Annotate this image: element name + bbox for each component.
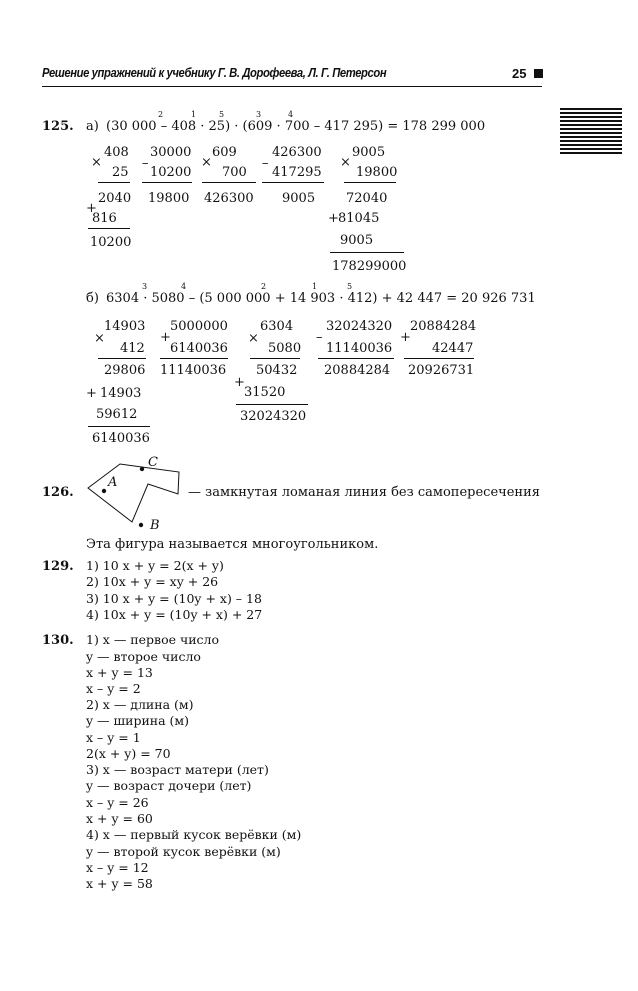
part-b-expression: 6304 · 5080 – (5 000 000 + 14 903 · 412) + 42 447 = 20 926 731 <box>106 291 536 306</box>
plus-sign: + <box>86 201 97 216</box>
header-square-mark <box>534 69 543 78</box>
problem-130-number: 130. <box>42 633 74 648</box>
polygon-figure <box>80 452 190 534</box>
calc-value: 29806 <box>104 363 146 378</box>
calc-value: 19800 <box>148 191 190 206</box>
calc-rule <box>262 182 324 183</box>
calc-rule <box>318 358 394 359</box>
calc-rule <box>88 426 150 427</box>
calc-value: 9005 <box>282 191 316 206</box>
calc-rule <box>98 358 146 359</box>
calc-value: 31520 <box>244 385 286 400</box>
calc-rule <box>202 182 256 183</box>
point-a <box>102 489 106 493</box>
calc-value: 609 <box>212 145 237 160</box>
calc-rule <box>236 404 308 405</box>
solution-line: x + y = 60 <box>86 811 153 826</box>
order-mark: 2 <box>158 110 164 119</box>
calc-value: 6304 <box>260 319 294 334</box>
solution-line: 4) x — первый кусок верёвки (м) <box>86 827 302 842</box>
plus-sign: + <box>328 211 339 226</box>
point-c <box>140 467 144 471</box>
minus-sign: – <box>262 156 269 171</box>
calc-rule <box>98 182 130 183</box>
order-mark: 5 <box>347 282 353 291</box>
calc-value: 6140036 <box>170 341 228 356</box>
calc-value: 10200 <box>150 165 192 180</box>
calc-value: 72040 <box>346 191 388 206</box>
equation-line: 3) 10 x + y = (10y + x) – 18 <box>86 591 262 606</box>
calc-value: 50432 <box>256 363 298 378</box>
calc-value: 408 <box>104 145 129 160</box>
label-b: B <box>150 518 160 533</box>
solution-line: x + y = 58 <box>86 876 153 891</box>
solution-line: y — ширина (м) <box>86 713 190 728</box>
calc-value: 9005 <box>352 145 386 160</box>
plus-sign: + <box>160 330 171 345</box>
calc-value: 30000 <box>150 145 192 160</box>
calc-value: 19800 <box>356 165 398 180</box>
calc-value: 5080 <box>268 341 302 356</box>
problem-126-number: 126. <box>42 485 74 500</box>
order-mark: 1 <box>191 110 197 119</box>
solution-line: x – y = 1 <box>86 730 141 745</box>
times-sign: × <box>340 155 351 170</box>
calc-value: 11140036 <box>160 363 227 378</box>
minus-sign: – <box>142 156 149 171</box>
closed-polyline <box>88 464 179 522</box>
times-sign: × <box>201 155 212 170</box>
header-rule <box>42 86 542 87</box>
part-a-label: а) <box>86 119 99 134</box>
calc-value: 412 <box>120 341 145 356</box>
order-mark: 5 <box>219 110 225 119</box>
calc-result: 32024320 <box>240 409 307 424</box>
times-sign: × <box>248 331 259 346</box>
plus-sign: + <box>400 330 411 345</box>
calc-value: 9005 <box>340 233 374 248</box>
calc-value: 25 <box>112 165 129 180</box>
calc-value: 2040 <box>98 191 132 206</box>
order-mark: 1 <box>312 282 318 291</box>
solution-line: x – y = 12 <box>86 860 149 875</box>
solution-line: 2(x + y) = 70 <box>86 746 171 761</box>
label-a: A <box>108 475 118 490</box>
calc-rule <box>330 252 404 253</box>
solution-line: 2) x — длина (м) <box>86 697 194 712</box>
solution-line: 1) x — первое число <box>86 632 220 647</box>
calc-value: 14903 <box>100 386 142 401</box>
equation-line: 1) 10 x + y = 2(x + y) <box>86 558 224 573</box>
part-b-label: б) <box>86 291 99 306</box>
calc-value: 20884284 <box>324 363 391 378</box>
calc-value: 10200 <box>90 235 132 250</box>
calc-value: 14903 <box>104 319 146 334</box>
order-mark: 3 <box>142 282 148 291</box>
calc-value: 816 <box>92 211 117 226</box>
problem-125-number: 125. <box>42 119 74 134</box>
problem-126-description: — замкнутая ломаная линия без самопересечения <box>188 485 540 500</box>
solution-line: x – y = 2 <box>86 681 141 696</box>
calc-result: 6140036 <box>92 431 150 446</box>
calc-rule <box>142 182 192 183</box>
solution-line: y — второй кусок верёвки (м) <box>86 844 281 859</box>
calc-result: 20926731 <box>408 363 475 378</box>
calc-value: 20884284 <box>410 319 477 334</box>
page-number: 25 <box>512 66 527 81</box>
calc-rule <box>250 358 300 359</box>
label-c: C <box>148 455 158 470</box>
point-b <box>139 523 143 527</box>
times-sign: × <box>94 331 105 346</box>
calc-value: 426300 <box>272 145 322 160</box>
running-header-title: Решение упражнений к учебнику Г. В. Дорофеева, Л. Г. Петерсон <box>42 66 387 80</box>
calc-value: 700 <box>222 165 247 180</box>
minus-sign: – <box>316 330 323 345</box>
calc-value: 59612 <box>96 407 138 422</box>
equation-line: 4) 10x + y = (10y + x) + 27 <box>86 607 263 622</box>
calc-rule <box>404 358 474 359</box>
calc-value: 426300 <box>204 191 254 206</box>
solution-line: x – y = 26 <box>86 795 149 810</box>
calc-value: 417295 <box>272 165 322 180</box>
order-mark: 4 <box>181 282 187 291</box>
calc-value: 32024320 <box>326 319 393 334</box>
equation-line: 2) 10x + y = xy + 26 <box>86 574 219 589</box>
calc-rule <box>344 182 396 183</box>
solution-line: 3) x — возраст матери (лет) <box>86 762 269 777</box>
order-mark: 3 <box>256 110 262 119</box>
calc-rule <box>88 228 130 229</box>
problem-129-number: 129. <box>42 559 74 574</box>
calc-result: 178299000 <box>332 259 407 274</box>
part-a-expression: (30 000 – 408 · 25) · (609 · 700 – 417 295) = 178 299 000 <box>106 119 486 134</box>
calc-rule <box>160 358 228 359</box>
order-mark: 4 <box>288 110 294 119</box>
order-mark: 2 <box>261 282 267 291</box>
calc-value: 81045 <box>338 211 380 226</box>
calc-value: 11140036 <box>326 341 393 356</box>
plus-sign: + <box>234 375 245 390</box>
calc-value: 5000000 <box>170 319 228 334</box>
problem-126-conclusion: Эта фигура называется многоугольником. <box>86 537 379 552</box>
calc-value: 42447 <box>432 341 474 356</box>
plus-sign: + <box>86 386 97 401</box>
edge-stripes-decoration <box>560 108 622 156</box>
solution-line: y — возраст дочери (лет) <box>86 778 252 793</box>
times-sign: × <box>91 155 102 170</box>
solution-line: y — второе число <box>86 649 201 664</box>
solution-line: x + y = 13 <box>86 665 153 680</box>
